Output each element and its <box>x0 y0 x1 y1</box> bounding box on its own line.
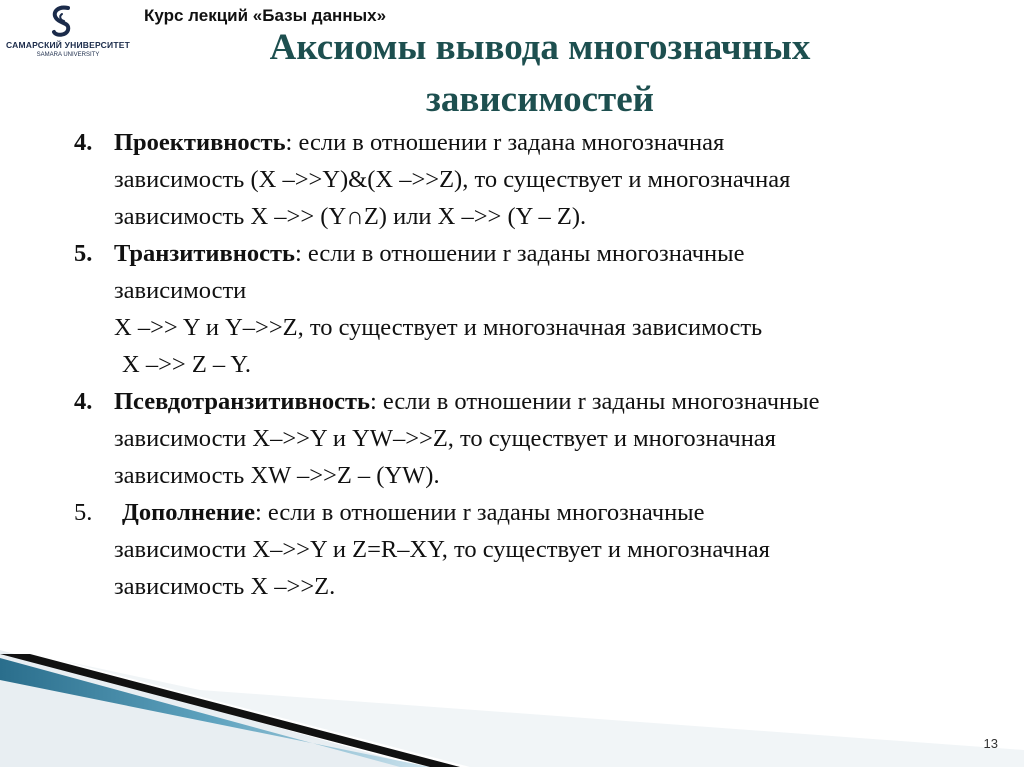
axiom-list <box>74 124 1024 605</box>
decorative-swoosh <box>0 620 1024 767</box>
axiom-item-projectivity <box>74 124 1024 235</box>
axiom-term: Транзитивность <box>114 240 295 267</box>
axiom-term: Проективность <box>114 129 286 156</box>
axiom-text: зависимости X–>>Y и YW–>>Z, то существует и многозначная <box>114 425 776 452</box>
axiom-number: 4. <box>74 388 93 415</box>
university-subname: SAMARA UNIVERSITY <box>36 52 100 58</box>
slide-title <box>140 22 940 126</box>
axiom-text: : если в отношении r заданы многозначные <box>294 240 745 267</box>
axiom-text: X –>> Z – Y. <box>122 351 252 378</box>
axiom-text: зависимости X–>>Y и Z=R–XY, то существует и многозначная <box>114 536 770 563</box>
axiom-number: 5. <box>74 499 93 526</box>
axiom-number: 5. <box>74 240 93 267</box>
axiom-text: : если в отношении r заданы многозначные <box>255 499 705 526</box>
course-title: Курс лекций «Базы данных» <box>144 6 387 25</box>
axiom-text: зависимости <box>114 277 247 304</box>
axiom-text: зависимость XW –>>Z – (YW). <box>114 462 440 489</box>
axiom-term: Псевдотранзитивность <box>114 388 370 415</box>
axiom-text: X –>> Y и Y–>>Z, то существует и многозначная зависимость <box>114 314 763 341</box>
axiom-text: зависимость X –>>Z. <box>114 573 336 600</box>
samara-university-s-icon <box>48 4 76 40</box>
axiom-text: : если в отношении r заданы многозначные <box>369 388 820 415</box>
axiom-text: : если в отношении r задана многозначная <box>285 129 725 156</box>
slide-title-line-1: Аксиомы вывода многозначных <box>269 27 811 68</box>
axiom-item-transitivity <box>74 235 1024 383</box>
university-logo <box>2 2 132 64</box>
axiom-number: 4. <box>74 129 93 156</box>
axiom-text: зависимость X –>> (Y∩Z) или X –>> (Y – Z). <box>114 203 587 230</box>
axiom-item-complement <box>74 494 1024 605</box>
page-number: 13 <box>983 736 998 751</box>
slide-title-line-2: зависимостей <box>426 79 654 120</box>
axiom-text: зависимость (X –>>Y)&(X –>>Z), то существует и многозначная <box>114 166 791 193</box>
axiom-term: Дополнение <box>122 499 255 526</box>
university-name: САМАРСКИЙ УНИВЕРСИТЕТ <box>6 40 130 50</box>
axiom-item-pseudotransitivity <box>74 383 1024 494</box>
